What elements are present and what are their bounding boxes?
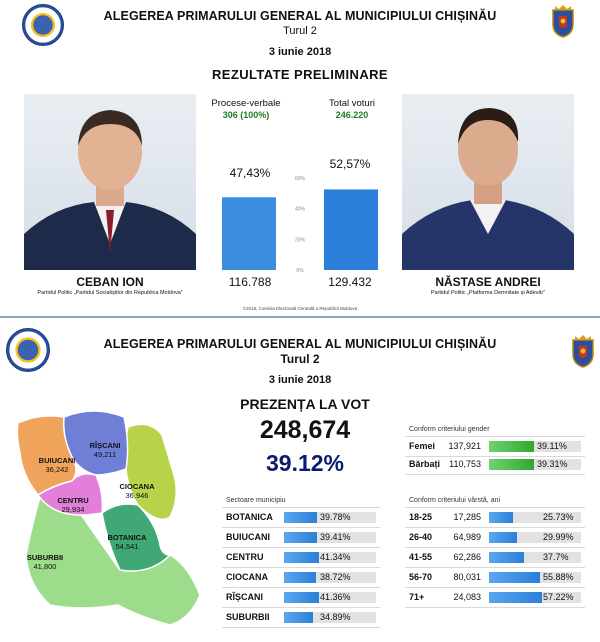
map-label-ciocana: CIOCANA 36,946 — [119, 482, 155, 500]
sector-label: CIOCANA — [226, 572, 268, 582]
age-count: 80,031 — [453, 572, 481, 582]
copyright: ©2018, Comisia Electorală Centrală a Republicii Moldova — [242, 306, 358, 311]
sector-row — [222, 609, 380, 628]
age-row — [405, 529, 585, 548]
sector-label: CENTRU — [226, 552, 264, 562]
age-row — [405, 569, 585, 588]
candidate-2-votes: 129.432 — [328, 275, 372, 289]
sector-row — [222, 549, 380, 568]
top-round: Turul 2 — [283, 25, 317, 37]
y-tick-label: 60% — [294, 176, 306, 182]
sectors-table-title: Sectoare municipiu — [226, 497, 286, 504]
map-label-riscani: RÎȘCANI 49,211 — [89, 441, 121, 459]
age-count: 24,083 — [453, 592, 481, 602]
age-label: 18-25 — [409, 512, 433, 522]
sector-bar — [284, 612, 313, 623]
y-tick-label: 0% — [296, 268, 304, 274]
bottom-date: 3 iunie 2018 — [268, 374, 332, 386]
panel-divider — [0, 316, 600, 318]
gender-row — [405, 438, 585, 457]
sector-label: RÎȘCANI — [226, 592, 264, 602]
chisinau-sectors-map — [10, 405, 210, 635]
age-bar — [489, 572, 540, 583]
y-tick-label: 40% — [294, 206, 306, 213]
gender-count: 110,753 — [449, 459, 481, 469]
sector-label: BUIUCANI — [226, 532, 270, 542]
chisinau-coat-of-arms — [550, 4, 576, 38]
turnout-percent: 39.12% — [265, 450, 344, 476]
sector-value: 41.34% — [320, 552, 351, 562]
results-heading: REZULTATE PRELIMINARE — [212, 67, 388, 82]
sector-value: 41.36% — [320, 592, 351, 602]
chisinau-coat-of-arms-bottom — [570, 334, 596, 368]
bar-ceban — [222, 197, 276, 270]
age-value: 55.88% — [543, 572, 574, 582]
votes-value: 246.220 — [335, 110, 369, 120]
votes-label: Total voturi — [329, 98, 375, 109]
candidate-2-party: Partidul Politic „Platforma Demnitate și Adevăr” — [430, 290, 546, 296]
pv-label: Procese-verbale — [211, 98, 281, 109]
candidate-1-name: CEBAN ION — [76, 275, 144, 289]
age-table — [405, 497, 585, 613]
age-row — [405, 549, 585, 568]
gender-table — [405, 426, 585, 478]
sector-bar — [284, 512, 317, 523]
age-bar — [489, 532, 517, 543]
map-label-centru: CENTRU 29,934 — [57, 496, 89, 514]
age-label: 41-55 — [409, 552, 433, 562]
age-value: 29.99% — [543, 532, 574, 542]
gender-value: 39.11% — [537, 441, 567, 451]
gender-table-title: Conform criteriului gender — [409, 426, 490, 433]
sector-bar — [284, 532, 317, 543]
sectors-table — [222, 497, 380, 633]
top-title: ALEGEREA PRIMARULUI GENERAL AL MUNICIPIULUI CHIȘINĂU — [103, 9, 497, 23]
age-value: 37.7% — [543, 552, 569, 562]
gender-bar — [489, 441, 534, 452]
sector-label: BOTANICA — [226, 512, 273, 522]
gender-label: Bărbați — [409, 459, 441, 469]
cec-seal-logo — [22, 4, 64, 46]
sector-row — [222, 569, 380, 588]
sector-value: 39.41% — [320, 532, 351, 542]
sector-bar — [284, 592, 319, 603]
turnout-count: 248,674 — [259, 416, 351, 444]
bottom-round: Turul 2 — [280, 352, 320, 366]
cec-seal-logo-bottom — [6, 328, 50, 372]
sector-value: 34.89% — [320, 612, 351, 622]
candidate-2-percent: 52,57% — [329, 157, 371, 171]
gender-row — [405, 456, 585, 475]
turnout-label: PREZENȚA LA VOT — [240, 396, 370, 412]
age-table-title: Conform criteriului vârstă, ani — [409, 497, 501, 504]
age-count: 64,989 — [453, 532, 481, 542]
candidate-1-votes: 116.788 — [228, 275, 272, 289]
pv-value: 306 (100%) — [222, 110, 270, 120]
bar-nastase — [324, 189, 378, 270]
age-value: 57.22% — [543, 592, 574, 602]
sector-bar — [284, 552, 319, 563]
sector-value: 38.72% — [320, 572, 351, 582]
sector-label: SUBURBII — [226, 612, 270, 622]
sector-row — [222, 589, 380, 608]
age-row — [405, 509, 585, 528]
candidate-2-name: NĂSTASE ANDREI — [435, 275, 541, 289]
age-label: 71+ — [409, 592, 425, 602]
candidate-1-party: Partidul Politic „Partidul Socialiștilor din Republica Moldova” — [37, 290, 183, 296]
y-tick-label: 20% — [294, 237, 306, 244]
age-bar — [489, 512, 513, 523]
gender-label: Femei — [409, 441, 436, 451]
age-value: 25.73% — [543, 512, 574, 522]
top-date: 3 iunie 2018 — [268, 46, 332, 58]
map-label-botanica: BOTANICA 54,541 — [107, 533, 147, 551]
ceban-photo — [24, 94, 196, 270]
sector-row — [222, 529, 380, 548]
age-row — [405, 589, 585, 608]
sector-row — [222, 509, 380, 528]
bottom-title: ALEGEREA PRIMARULUI GENERAL AL MUNICIPIULUI CHIȘINĂU — [103, 337, 497, 351]
candidate-1-percent: 47,43% — [229, 166, 271, 180]
map-label-buiucani: BUIUCANI 36,242 — [38, 456, 76, 474]
sector-value: 39.78% — [320, 512, 351, 522]
age-count: 17,285 — [453, 512, 481, 522]
gender-count: 137,921 — [448, 441, 481, 451]
age-count: 62,286 — [453, 552, 481, 562]
age-bar — [489, 552, 524, 563]
sector-bar — [284, 572, 316, 583]
map-label-suburbii: SUBURBII 41,800 — [26, 553, 64, 571]
age-bar — [489, 592, 542, 603]
nastase-photo — [402, 94, 574, 270]
age-label: 26-40 — [409, 532, 433, 542]
gender-value: 39.31% — [537, 459, 568, 469]
gender-bar — [489, 459, 534, 470]
age-label: 56-70 — [409, 572, 433, 582]
